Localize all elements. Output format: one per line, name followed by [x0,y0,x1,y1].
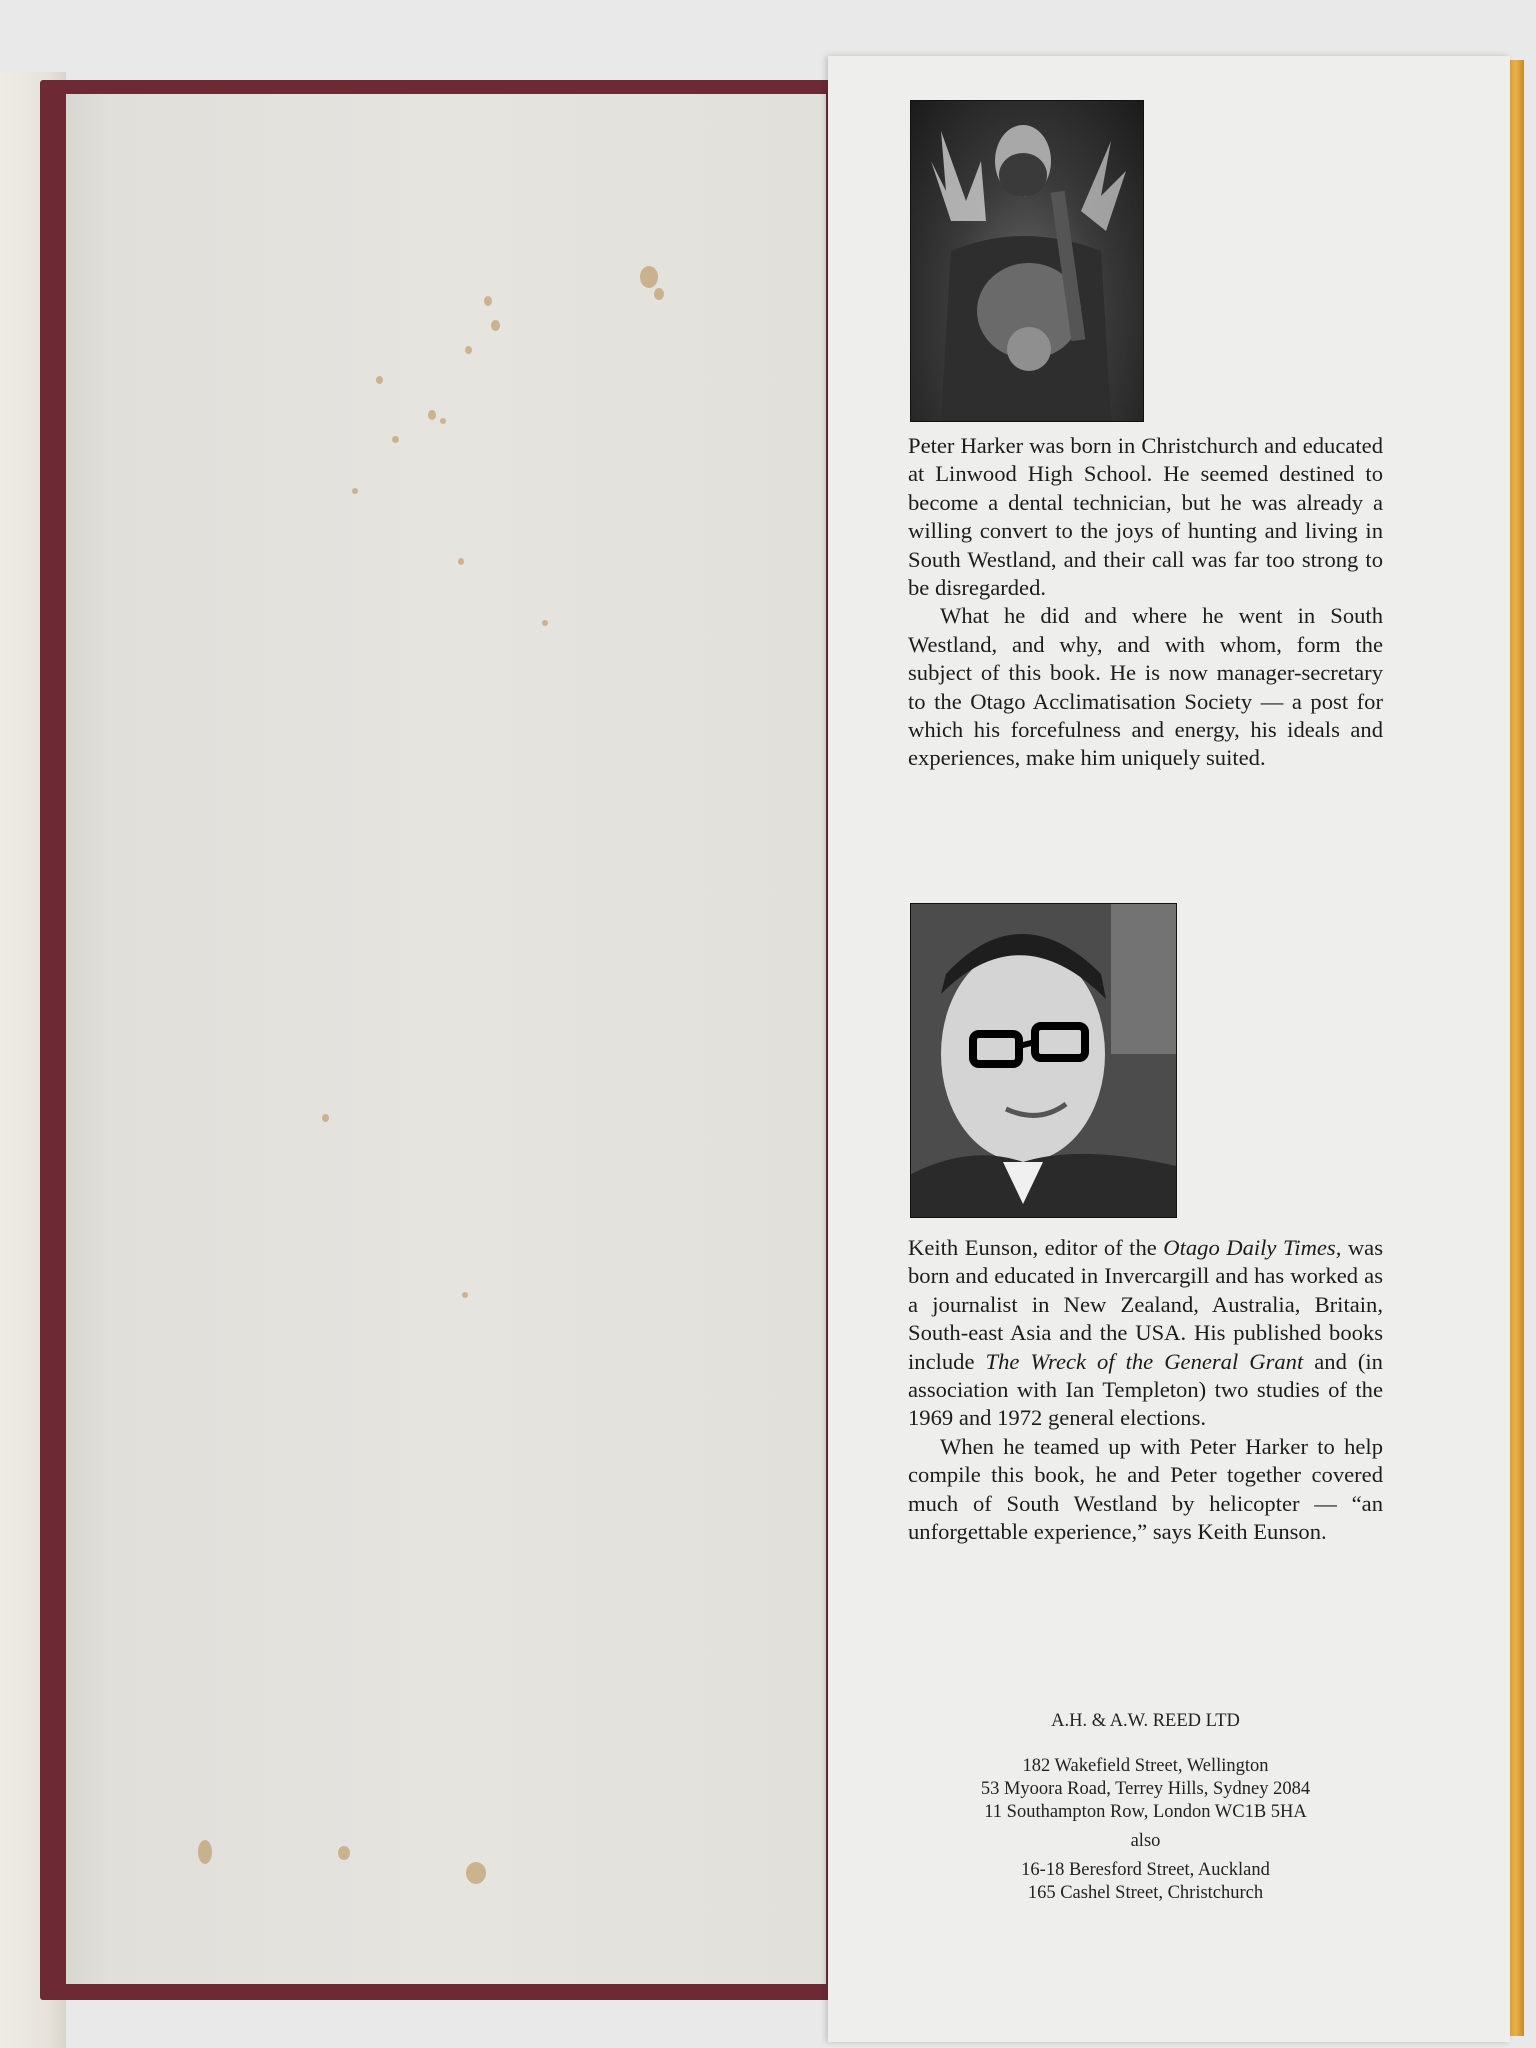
foxing-stain [376,376,383,384]
publisher-also: also [1130,1831,1161,1851]
publisher-address: 165 Cashel Street, Christchurch [1027,1883,1264,1903]
author-photo-keith-eunson [910,903,1177,1218]
publisher-address: 16-18 Beresford Street, Auckland [1021,1860,1270,1880]
publisher-address: 53 Myoora Road, Terrey Hills, Sydney 2084 [980,1779,1311,1799]
man-with-glasses-portrait [911,904,1176,1217]
bio-text: Keith Eunson, editor of the [908,1235,1164,1260]
foxing-stain [338,1846,350,1860]
foxing-stain [640,266,658,288]
peter-harker-bio-paragraph-2: What he did and where he went in South Westland, and why, and with whom, form the subject of this book. He is now manager-secretary to the Otago Acclimatisation Society — a post for which his forcefulness and energy, his ideals and experiences, make him uniquely suited. [908,603,1383,771]
publisher-address: 182 Wakefield Street, Wellington [1022,1756,1269,1776]
book-title: The Wreck of the General Grant [985,1348,1304,1374]
foxing-stain [491,320,500,331]
foxing-stain [392,436,399,443]
foxing-stain [462,1292,468,1298]
keith-eunson-bio-paragraph-2: When he teamed up with Peter Harker to help compile this book, he and Peter together covered much of South Westland by helicopter — “an unforgettable experience,” says Keith Eunson. [908,1433,1383,1545]
foxing-stain [440,418,446,424]
bio-text: and (in association with Ian Templeton) two studies of the 1969 and 1972 general elections. [908,1348,1383,1431]
foxing-stain [428,410,436,420]
foxing-stain [466,1862,486,1884]
peter-harker-bio [908,432,1383,773]
foxing-stain [458,558,464,565]
foxing-stain [484,296,492,306]
foxing-stain [322,1114,329,1122]
bio-text: was born and educated in Invercargill and has worked as a journalist in New Zealand, Australia, Britain, South-east Asia and the USA. His published books include [908,1235,1384,1374]
foxing-stain [542,620,548,626]
foxing-stain [465,346,472,354]
endpaper [66,94,826,1984]
publisher-name: A.H. & A.W. REED LTD [1051,1711,1240,1731]
author-photo-peter-harker [910,100,1144,422]
keith-eunson-bio [908,1234,1383,1546]
hunter-with-stag-image [911,101,1143,421]
foxing-stain [352,488,358,494]
foxing-stain [198,1840,212,1864]
newspaper-title: Otago Daily Times, [1163,1235,1342,1260]
foxing-stain [654,288,664,300]
peter-harker-bio-paragraph-1: Peter Harker was born in Christchurch and educated at Linwood High School. He seemed destined to become a dental technician, but he was already a willing convert to the joys of hunting and living in South Westland, and their call was far too strong to be disregarded. [908,433,1383,601]
publisher-imprint [908,1710,1383,1905]
publisher-address: 11 Southampton Row, London WC1B 5HA [984,1802,1307,1822]
keith-eunson-bio-paragraph-1 [908,1234,1383,1433]
